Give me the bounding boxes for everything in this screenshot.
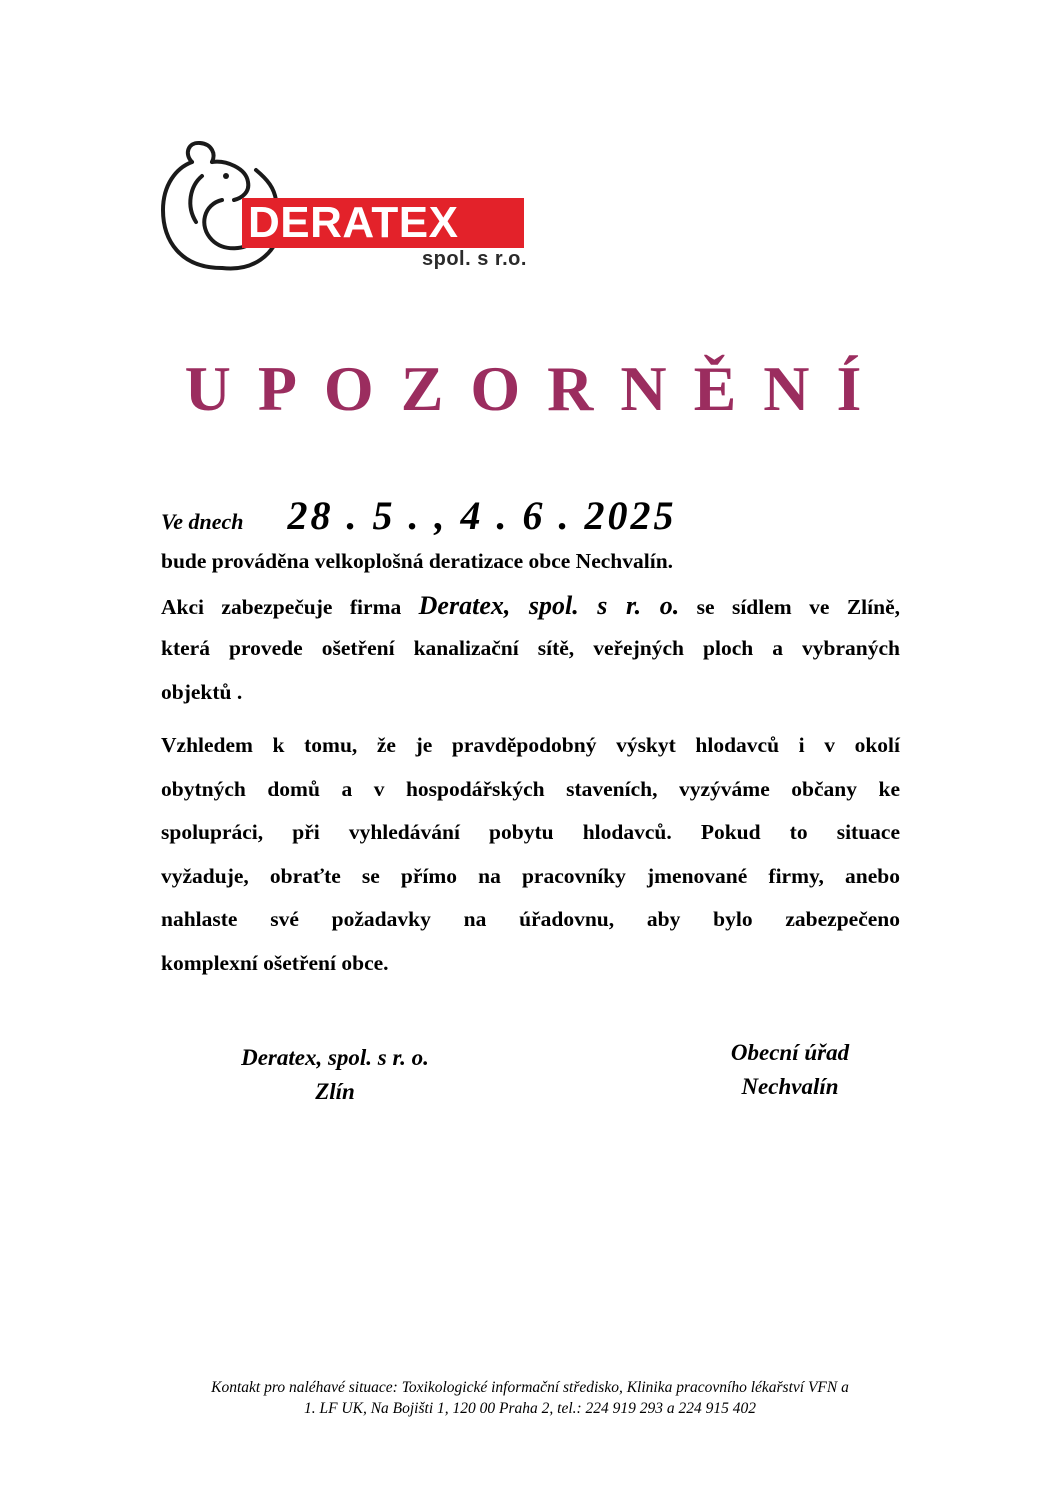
notice-line: vyžaduje, obraťte se přímo na pracovníky jmenované firmy, anebo	[161, 863, 900, 888]
signature-municipality	[705, 1036, 875, 1104]
footer-line: Kontakt pro naléhavé situace: Toxikologické informační středisko, Klinika pracovního lékařství VFN a	[211, 1379, 849, 1396]
notice-line: obytných domů a v hospodářských staveních, vyzýváme občany ke	[161, 776, 900, 801]
intro-text: se sídlem ve Zlíně,	[679, 594, 900, 619]
signature-company-name: Deratex, spol. s r. o.	[241, 1045, 429, 1070]
dates-value: 28 . 5 . , 4 . 6 . 2025	[287, 493, 677, 538]
signature-office-city: Nechvalín	[741, 1074, 839, 1099]
dates-lead: Ve dnech	[161, 509, 244, 534]
signature-company-city: Zlín	[315, 1079, 355, 1104]
signature-company	[220, 1041, 450, 1109]
company-name-inline: Deratex, spol. s r. o.	[418, 590, 680, 620]
notice-line: komplexní ošetření obce.	[161, 950, 389, 975]
dates-row	[161, 492, 677, 539]
intro-line-company	[161, 584, 900, 628]
logo-suffix-text: spol. s r.o.	[422, 248, 527, 270]
notice-line: Vzhledem k tomu, že je pravděpodobný výskyt hlodavců i v okolí	[161, 733, 900, 757]
signature-office-name: Obecní úřad	[730, 1040, 850, 1065]
intro-line: která provede ošetření kanalizační sítě, veřejných ploch a vybraných	[161, 636, 900, 660]
logo-brand-text: DERATEX	[248, 198, 459, 247]
footer-contact	[130, 1377, 930, 1419]
company-logo	[160, 140, 530, 275]
intro-paragraph	[161, 540, 900, 714]
intro-line: objektů .	[161, 679, 243, 704]
notice-line: spolupráci, při vyhledávání pobytu hlodavců. Pokud to situace	[161, 820, 900, 844]
notice-line: nahlaste své požadavky na úřadovnu, aby bylo zabezpečeno	[161, 907, 900, 931]
page-title: UPOZORNĚNÍ	[184, 353, 889, 424]
notice-paragraph	[161, 724, 900, 985]
footer-line: 1. LF UK, Na Bojišti 1, 120 00 Praha 2, tel.: 224 919 293 a 224 915 402	[303, 1400, 757, 1417]
intro-line: bude prováděna velkoplošná deratizace obce Nechvalín.	[161, 549, 674, 573]
intro-text: Akci zabezpečuje firma	[161, 594, 419, 619]
